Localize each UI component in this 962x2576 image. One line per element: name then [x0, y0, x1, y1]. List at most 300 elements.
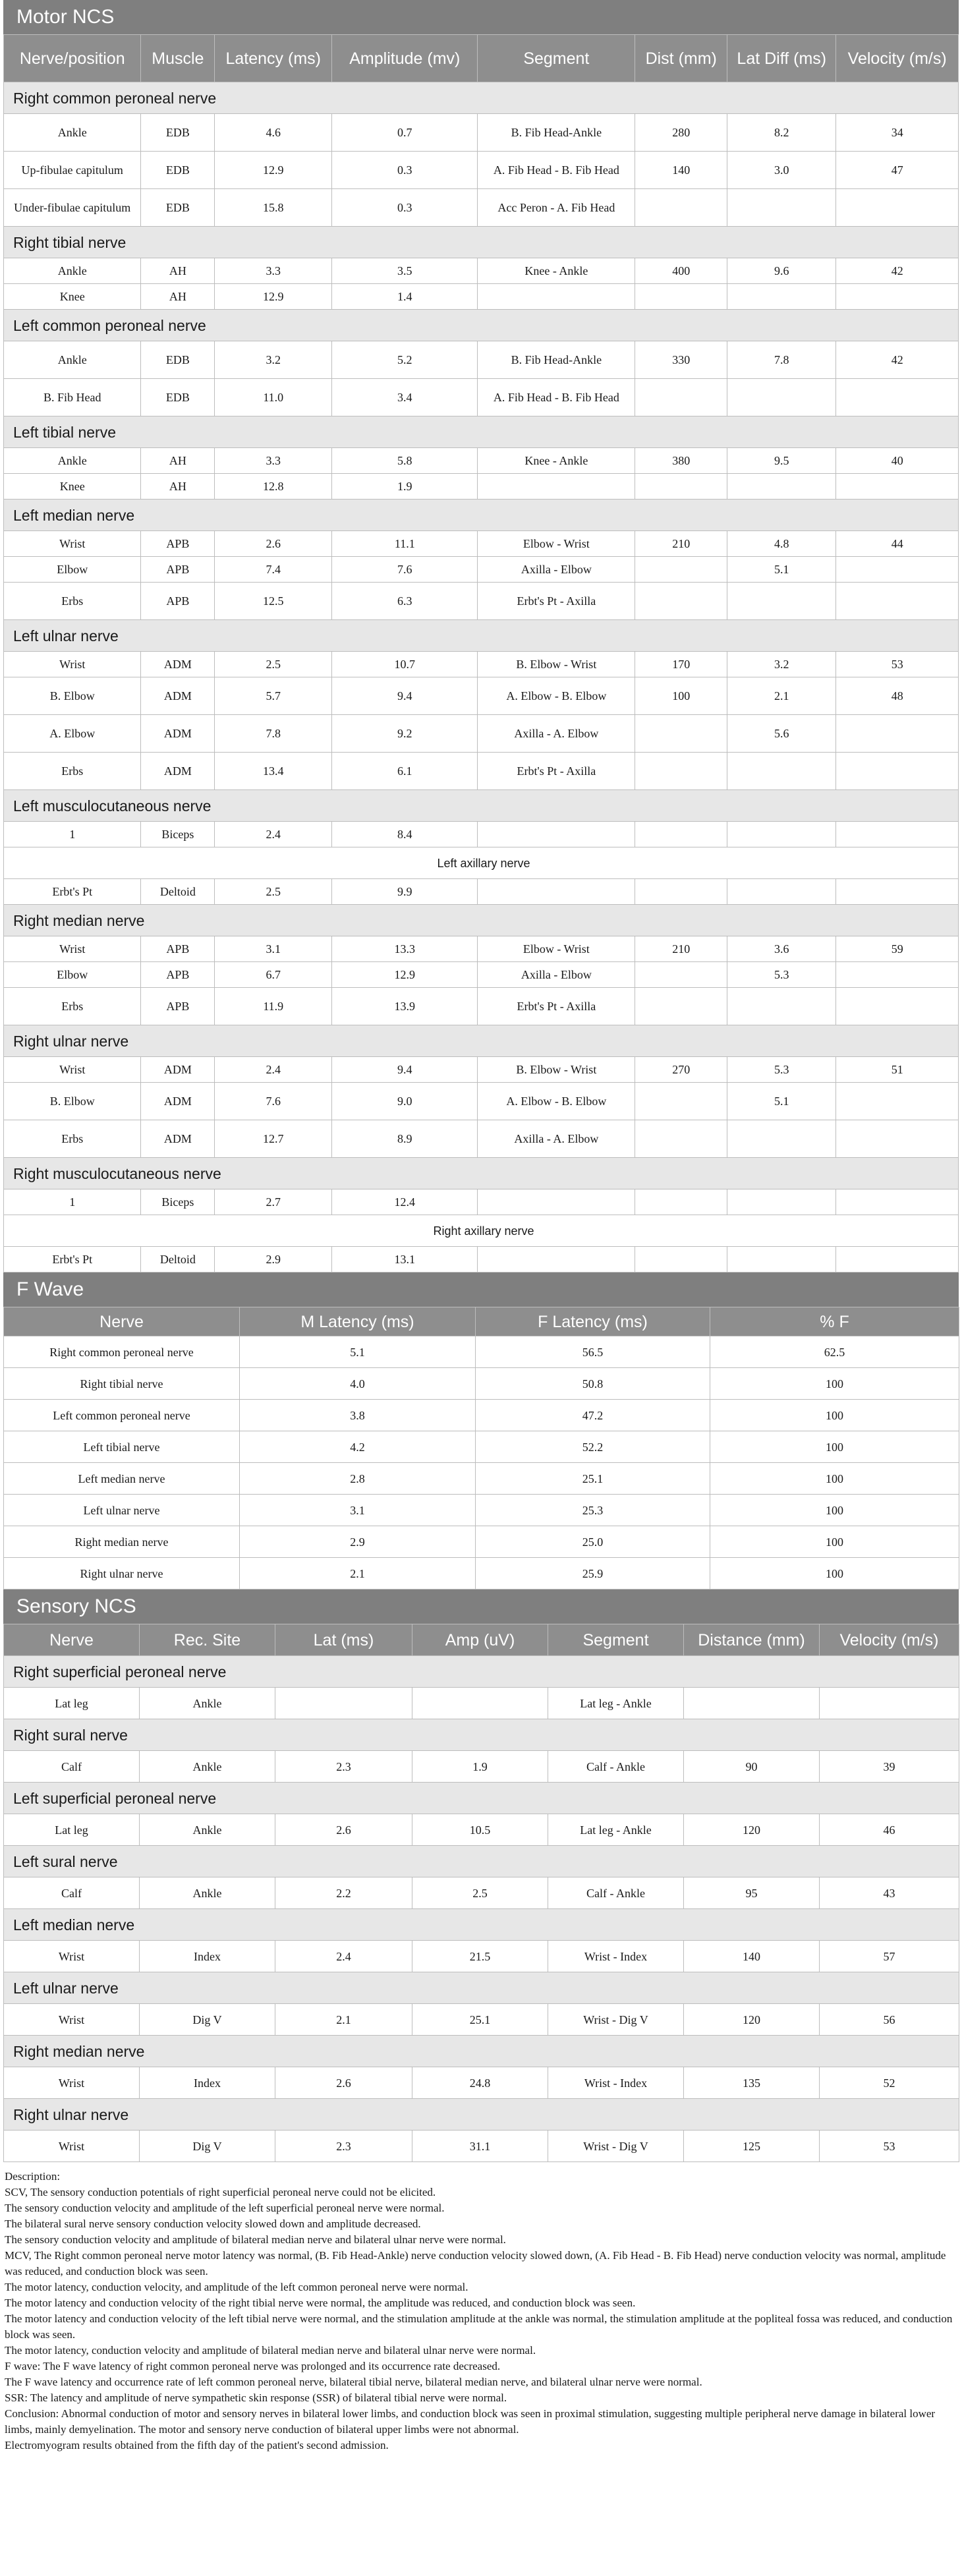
table-row — [4, 822, 959, 847]
table-cell: EDB — [141, 189, 215, 227]
group-row — [4, 500, 959, 531]
table-row — [4, 1526, 959, 1558]
table-cell: 7.4 — [215, 557, 332, 583]
table-cell: Under-fibulae capitulum — [4, 189, 141, 227]
column-header: Muscle — [141, 35, 215, 82]
table-cell: 59 — [836, 936, 959, 962]
table-row — [4, 1083, 959, 1120]
table-cell: 13.1 — [332, 1247, 478, 1273]
group-label: Right ulnar nerve — [4, 2099, 959, 2131]
table-cell: 3.3 — [215, 258, 332, 284]
group-label: Left tibial nerve — [4, 416, 959, 448]
table-cell: 4.2 — [240, 1431, 476, 1463]
column-header: Lat (ms) — [275, 1624, 412, 1656]
table-cell: 135 — [684, 2067, 820, 2099]
table-cell: AH — [141, 284, 215, 310]
table-cell: 9.4 — [332, 1057, 478, 1083]
motor-header-row — [4, 35, 959, 82]
note-line: The bilateral sural nerve sensory conduction velocity slowed down and amplitude decreased. — [5, 2218, 421, 2230]
table-cell: 25.9 — [476, 1558, 710, 1589]
table-cell: Right common peroneal nerve — [4, 1336, 240, 1368]
note-line: The sensory conduction velocity and amplitude of the left superficial peroneal nerve were normal. — [5, 2202, 445, 2214]
table-cell: Right tibial nerve — [4, 1368, 240, 1400]
table-cell — [635, 715, 727, 753]
group-row — [4, 1025, 959, 1057]
table-cell: 9.9 — [332, 879, 478, 905]
table-cell: A. Elbow - B. Elbow — [478, 677, 635, 715]
table-cell: 9.4 — [332, 677, 478, 715]
table-cell: 0.3 — [332, 152, 478, 189]
table-cell: AH — [141, 448, 215, 474]
table-cell: B. Fib Head-Ankle — [478, 114, 635, 152]
table-row — [4, 557, 959, 583]
table-cell: APB — [141, 962, 215, 988]
group-label: Right ulnar nerve — [4, 1025, 959, 1057]
table-cell: EDB — [141, 114, 215, 152]
group-label: Right axillary nerve — [4, 1215, 959, 1247]
table-cell: Dig V — [140, 2004, 275, 2036]
table-cell — [478, 1247, 635, 1273]
table-cell — [727, 1247, 836, 1273]
group-row — [4, 310, 959, 341]
table-cell: 2.5 — [412, 1877, 548, 1909]
table-cell: 140 — [635, 152, 727, 189]
table-cell: 100 — [710, 1558, 959, 1589]
table-cell: 2.6 — [215, 531, 332, 557]
table-cell: Ankle — [4, 448, 141, 474]
table-cell: 5.1 — [727, 1083, 836, 1120]
table-cell: Left median nerve — [4, 1463, 240, 1495]
table-cell — [836, 879, 959, 905]
table-cell: 5.1 — [727, 557, 836, 583]
table-cell — [478, 284, 635, 310]
table-cell: 2.5 — [215, 652, 332, 677]
table-cell: 9.2 — [332, 715, 478, 753]
table-cell: Index — [140, 1941, 275, 1972]
table-cell: 330 — [635, 341, 727, 379]
table-cell: 31.1 — [412, 2131, 548, 2162]
table-cell: ADM — [141, 652, 215, 677]
table-row — [4, 152, 959, 189]
table-cell: 8.2 — [727, 114, 836, 152]
table-cell: 6.7 — [215, 962, 332, 988]
table-cell — [635, 879, 727, 905]
group-label: Left common peroneal nerve — [4, 310, 959, 341]
note-line: The motor latency, conduction velocity and amplitude of bilateral median nerve and bilateral ulnar nerve were normal. — [5, 2344, 536, 2357]
table-cell — [478, 822, 635, 847]
table-cell: Calf — [4, 1877, 140, 1909]
group-label: Right median nerve — [4, 905, 959, 936]
table-cell: 5.6 — [727, 715, 836, 753]
table-row — [4, 583, 959, 620]
table-cell: Acc Peron - A. Fib Head — [478, 189, 635, 227]
sensory-ncs-table — [3, 1624, 959, 2162]
table-row — [4, 1558, 959, 1589]
table-cell: 47 — [836, 152, 959, 189]
table-cell — [478, 474, 635, 500]
table-row — [4, 715, 959, 753]
note-line: The motor latency and conduction velocity of the left tibial nerve were normal, and the stimulation amplitude at the ankle was normal, the stimulation amplitude at the popliteal fossa was reduced, and conduction block was seen. — [5, 2312, 953, 2341]
table-row — [4, 936, 959, 962]
group-row — [4, 1783, 959, 1814]
table-cell: 95 — [684, 1877, 820, 1909]
table-cell: Erbt's Pt - Axilla — [478, 753, 635, 790]
table-cell: 3.0 — [727, 152, 836, 189]
table-cell — [635, 822, 727, 847]
table-cell: Right ulnar nerve — [4, 1558, 240, 1589]
table-cell: 2.6 — [275, 1814, 412, 1846]
group-row — [4, 82, 959, 114]
table-cell: 43 — [820, 1877, 959, 1909]
group-row — [4, 1656, 959, 1688]
group-label: Left superficial peroneal nerve — [4, 1783, 959, 1814]
table-cell: 5.2 — [332, 341, 478, 379]
table-cell: Ankle — [4, 341, 141, 379]
table-row — [4, 258, 959, 284]
column-header: Lat Diff (ms) — [727, 35, 836, 82]
table-cell: 3.4 — [332, 379, 478, 416]
table-cell: Wrist - Index — [548, 2067, 684, 2099]
table-cell: Wrist — [4, 936, 141, 962]
table-cell: 2.1 — [275, 2004, 412, 2036]
table-row — [4, 2067, 959, 2099]
table-cell: Calf - Ankle — [548, 1751, 684, 1783]
table-cell: 10.5 — [412, 1814, 548, 1846]
table-cell: 2.7 — [215, 1189, 332, 1215]
table-cell: 12.8 — [215, 474, 332, 500]
table-cell — [836, 1247, 959, 1273]
table-cell — [635, 753, 727, 790]
table-cell: 280 — [635, 114, 727, 152]
table-cell: Lat leg — [4, 1814, 140, 1846]
table-cell: 8.9 — [332, 1120, 478, 1158]
table-cell: Ankle — [140, 1814, 275, 1846]
note-line: The motor latency, conduction velocity, and amplitude of the left common peroneal nerve were normal. — [5, 2281, 468, 2293]
column-header: Segment — [478, 35, 635, 82]
table-cell — [727, 474, 836, 500]
table-cell: Biceps — [141, 822, 215, 847]
table-cell: 21.5 — [412, 1941, 548, 1972]
table-cell: Right median nerve — [4, 1526, 240, 1558]
group-row — [4, 790, 959, 822]
table-cell: 39 — [820, 1751, 959, 1783]
table-row — [4, 379, 959, 416]
table-row — [4, 2004, 959, 2036]
table-cell: 2.4 — [215, 822, 332, 847]
column-header: F Latency (ms) — [476, 1307, 710, 1336]
table-cell — [727, 379, 836, 416]
motor-ncs-title: Motor NCS — [3, 0, 959, 34]
table-cell: 7.8 — [727, 341, 836, 379]
table-cell: 2.4 — [215, 1057, 332, 1083]
table-cell: Calf - Ankle — [548, 1877, 684, 1909]
table-row — [4, 1814, 959, 1846]
table-cell — [836, 1083, 959, 1120]
table-row — [4, 677, 959, 715]
column-header: Segment — [548, 1624, 684, 1656]
table-cell: ADM — [141, 753, 215, 790]
table-cell: A. Elbow — [4, 715, 141, 753]
group-row — [4, 1972, 959, 2004]
column-header: Dist (mm) — [635, 35, 727, 82]
table-cell: 6.3 — [332, 583, 478, 620]
group-label: Left median nerve — [4, 500, 959, 531]
table-cell: 9.5 — [727, 448, 836, 474]
group-label: Right median nerve — [4, 2036, 959, 2067]
table-cell: 100 — [710, 1400, 959, 1431]
table-cell: APB — [141, 557, 215, 583]
table-cell: AH — [141, 258, 215, 284]
table-cell: 400 — [635, 258, 727, 284]
table-cell: 5.7 — [215, 677, 332, 715]
table-cell: 12.5 — [215, 583, 332, 620]
table-cell — [635, 1189, 727, 1215]
column-header: % F — [710, 1307, 959, 1336]
table-cell: 100 — [635, 677, 727, 715]
table-cell: 120 — [684, 1814, 820, 1846]
table-cell: Elbow — [4, 557, 141, 583]
table-cell: Lat leg - Ankle — [548, 1814, 684, 1846]
table-row — [4, 341, 959, 379]
column-header: Nerve/position — [4, 35, 141, 82]
table-cell: 3.5 — [332, 258, 478, 284]
note-line: Electromyogram results obtained from the fifth day of the patient's second admission. — [5, 2439, 389, 2451]
table-cell: 3.2 — [215, 341, 332, 379]
table-cell — [836, 379, 959, 416]
table-cell — [836, 822, 959, 847]
table-cell: 4.0 — [240, 1368, 476, 1400]
table-cell: 6.1 — [332, 753, 478, 790]
table-cell: Left tibial nerve — [4, 1431, 240, 1463]
table-cell: Up-fibulae capitulum — [4, 152, 141, 189]
table-cell: Wrist — [4, 1941, 140, 1972]
table-cell: 25.1 — [412, 2004, 548, 2036]
column-header: Amp (uV) — [412, 1624, 548, 1656]
table-cell: Elbow - Wrist — [478, 936, 635, 962]
table-row — [4, 1368, 959, 1400]
table-cell: Dig V — [140, 2131, 275, 2162]
table-cell — [635, 1247, 727, 1273]
table-cell: Wrist - Index — [548, 1941, 684, 1972]
group-row — [4, 1846, 959, 1877]
table-cell: Erbs — [4, 1120, 141, 1158]
table-row — [4, 474, 959, 500]
table-cell: 53 — [820, 2131, 959, 2162]
table-cell: 270 — [635, 1057, 727, 1083]
table-cell: Knee — [4, 284, 141, 310]
table-cell — [727, 753, 836, 790]
table-cell: 3.8 — [240, 1400, 476, 1431]
group-label: Left axillary nerve — [4, 847, 959, 879]
table-cell: 51 — [836, 1057, 959, 1083]
table-cell: Ankle — [140, 1751, 275, 1783]
group-label: Left sural nerve — [4, 1846, 959, 1877]
table-cell: 5.3 — [727, 962, 836, 988]
table-cell: Erbt's Pt - Axilla — [478, 583, 635, 620]
column-header: Velocity (m/s) — [836, 35, 959, 82]
table-cell: 25.1 — [476, 1463, 710, 1495]
table-cell: 50.8 — [476, 1368, 710, 1400]
table-cell: 100 — [710, 1368, 959, 1400]
table-cell: A. Fib Head - B. Fib Head — [478, 152, 635, 189]
table-cell: 90 — [684, 1751, 820, 1783]
description-notes — [3, 2162, 959, 2453]
table-row — [4, 753, 959, 790]
group-label: Left ulnar nerve — [4, 1972, 959, 2004]
table-cell — [836, 189, 959, 227]
group-row — [4, 1909, 959, 1941]
table-cell: 2.9 — [240, 1526, 476, 1558]
f-wave-table — [3, 1307, 959, 1589]
table-cell — [727, 879, 836, 905]
note-line: The motor latency and conduction velocity of the right tibial nerve were normal, the amplitude was reduced, and conduction block was seen. — [5, 2297, 636, 2309]
note-line: Description: — [5, 2170, 61, 2183]
table-cell: 100 — [710, 1495, 959, 1526]
table-cell: 42 — [836, 258, 959, 284]
report-page — [3, 0, 959, 2453]
table-cell: 56 — [820, 2004, 959, 2036]
group-row — [4, 2036, 959, 2067]
group-label: Left musculocutaneous nerve — [4, 790, 959, 822]
group-label: Left median nerve — [4, 1909, 959, 1941]
table-cell — [836, 284, 959, 310]
table-cell: Wrist — [4, 531, 141, 557]
table-cell: 15.8 — [215, 189, 332, 227]
table-cell — [635, 1120, 727, 1158]
table-cell: 25.3 — [476, 1495, 710, 1526]
table-cell: 12.9 — [215, 284, 332, 310]
table-cell: 40 — [836, 448, 959, 474]
group-label: Right common peroneal nerve — [4, 82, 959, 114]
table-cell: 11.9 — [215, 988, 332, 1025]
table-cell: 10.7 — [332, 652, 478, 677]
table-cell: 3.2 — [727, 652, 836, 677]
table-cell: B. Elbow - Wrist — [478, 1057, 635, 1083]
table-cell: 1 — [4, 1189, 141, 1215]
column-header: Amplitude (mv) — [332, 35, 478, 82]
table-cell — [727, 189, 836, 227]
table-cell: 9.0 — [332, 1083, 478, 1120]
group-row — [4, 620, 959, 652]
table-cell — [836, 753, 959, 790]
table-row — [4, 1431, 959, 1463]
table-cell — [820, 1688, 959, 1719]
table-row — [4, 988, 959, 1025]
sensory-ncs-title: Sensory NCS — [3, 1589, 959, 1624]
table-cell — [836, 1120, 959, 1158]
motor-ncs-table — [3, 34, 959, 1273]
table-cell — [635, 189, 727, 227]
table-cell: 1.4 — [332, 284, 478, 310]
table-cell: APB — [141, 531, 215, 557]
table-cell: Biceps — [141, 1189, 215, 1215]
table-cell: 125 — [684, 2131, 820, 2162]
table-cell: B. Elbow — [4, 1083, 141, 1120]
table-cell: 100 — [710, 1463, 959, 1495]
table-cell: 46 — [820, 1814, 959, 1846]
table-row — [4, 114, 959, 152]
table-cell: 4.8 — [727, 531, 836, 557]
column-header: Velocity (m/s) — [820, 1624, 959, 1656]
table-row — [4, 1247, 959, 1273]
table-row — [4, 2131, 959, 2162]
table-cell: Wrist - Dig V — [548, 2131, 684, 2162]
table-cell — [635, 583, 727, 620]
table-row — [4, 1751, 959, 1783]
table-cell: 100 — [710, 1431, 959, 1463]
table-cell: 53 — [836, 652, 959, 677]
table-cell — [836, 1189, 959, 1215]
table-cell: 2.6 — [275, 2067, 412, 2099]
table-cell: 56.5 — [476, 1336, 710, 1368]
table-cell: ADM — [141, 677, 215, 715]
table-cell: 48 — [836, 677, 959, 715]
table-cell: 7.6 — [215, 1083, 332, 1120]
table-cell: Erbt's Pt — [4, 1247, 141, 1273]
table-cell: Lat leg — [4, 1688, 140, 1719]
table-cell — [727, 1189, 836, 1215]
table-row — [4, 531, 959, 557]
table-cell: B. Elbow - Wrist — [478, 652, 635, 677]
table-cell: 3.1 — [215, 936, 332, 962]
table-cell: Elbow - Wrist — [478, 531, 635, 557]
table-cell — [836, 988, 959, 1025]
table-cell — [635, 557, 727, 583]
table-row — [4, 1120, 959, 1158]
table-cell: 140 — [684, 1941, 820, 1972]
table-cell: APB — [141, 988, 215, 1025]
table-cell — [275, 1688, 412, 1719]
table-cell: ADM — [141, 715, 215, 753]
table-cell: 5.3 — [727, 1057, 836, 1083]
table-cell — [684, 1688, 820, 1719]
group-label: Right superficial peroneal nerve — [4, 1656, 959, 1688]
table-cell — [836, 715, 959, 753]
table-cell: Left common peroneal nerve — [4, 1400, 240, 1431]
group-row — [4, 847, 959, 879]
group-row — [4, 1719, 959, 1751]
table-cell: Erbs — [4, 583, 141, 620]
table-cell: ADM — [141, 1083, 215, 1120]
table-cell: 0.3 — [332, 189, 478, 227]
table-cell: 1.9 — [332, 474, 478, 500]
table-cell — [727, 583, 836, 620]
table-cell: 2.1 — [727, 677, 836, 715]
table-cell: 2.9 — [215, 1247, 332, 1273]
table-cell: 34 — [836, 114, 959, 152]
table-cell: EDB — [141, 341, 215, 379]
table-cell: Axilla - A. Elbow — [478, 1120, 635, 1158]
table-cell: 120 — [684, 2004, 820, 2036]
note-line: Conclusion: Abnormal conduction of motor and sensory nerves in bilateral lower limbs, and conduction block was seen in proximal stimulation, suggesting multiple peripheral nerve damage in bilateral lower limbs, mainly demyelination. The motor and sensory nerve conduction of bilateral upper limbs were not abnormal. — [5, 2407, 936, 2436]
table-cell: ADM — [141, 1057, 215, 1083]
table-cell: Knee — [4, 474, 141, 500]
table-cell: 52.2 — [476, 1431, 710, 1463]
table-cell — [836, 557, 959, 583]
table-cell: Axilla - Elbow — [478, 962, 635, 988]
table-cell: 2.2 — [275, 1877, 412, 1909]
table-cell: 2.3 — [275, 2131, 412, 2162]
group-row — [4, 227, 959, 258]
table-cell: 210 — [635, 531, 727, 557]
table-cell: Erbs — [4, 988, 141, 1025]
table-row — [4, 1941, 959, 1972]
group-row — [4, 1158, 959, 1189]
table-cell: 380 — [635, 448, 727, 474]
table-cell: Wrist — [4, 2067, 140, 2099]
table-cell: 13.9 — [332, 988, 478, 1025]
group-label: Left ulnar nerve — [4, 620, 959, 652]
